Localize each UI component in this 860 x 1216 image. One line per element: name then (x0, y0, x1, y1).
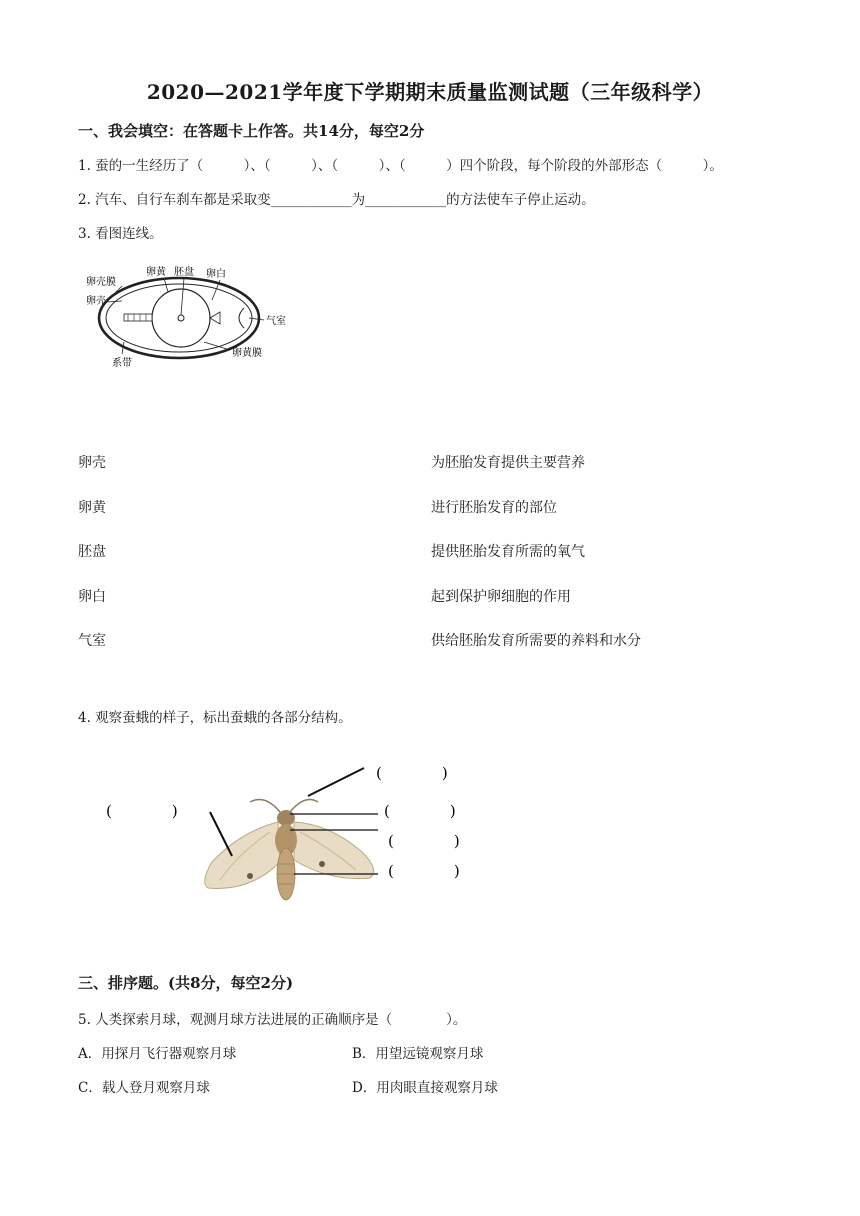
moth-leader-line (308, 768, 364, 796)
question-2: 2. 汽车、自行车刹车都是采取变____________为____________的方法使车子停止运动。 (78, 192, 595, 208)
egg-label-shell-membrane: 卵壳膜 (86, 277, 116, 288)
moth-blank: ( ) (106, 802, 178, 820)
egg-label-yolk-membrane: 卵黄膜 (232, 348, 262, 359)
moth-blank: ( ) (388, 832, 460, 850)
section-1-heading: 一、我会填空：在答题卡上作答。共14分，每空2分 (78, 122, 425, 140)
question-4: 4. 观察蚕蛾的样子，标出蚕蛾的各部分结构。 (78, 710, 352, 726)
match-right-item: 进行胚胎发育的部位 (431, 500, 557, 516)
moth-blank: ( ) (376, 764, 448, 782)
match-right-item: 供给胚胎发育所需要的养料和水分 (431, 633, 641, 649)
moth-left-wing (205, 822, 280, 888)
egg-diagram (84, 258, 314, 374)
egg-label-chalaza: 系带 (112, 358, 132, 369)
egg-label-air-cell: 气室 (266, 316, 286, 327)
option-a: A．用探月飞行器观察月球 (78, 1046, 237, 1062)
moth-head (277, 810, 295, 826)
egg-blastodisc-dot (178, 315, 184, 321)
section-3-heading: 三、排序题。(共8分，每空2分) (78, 974, 294, 992)
match-left-item: 胚盘 (78, 544, 106, 560)
question-1: 1. 蚕的一生经历了（ ）、（ ）、（ ）、（ ）四个阶段，每个阶段的外部形态（ ）。 (78, 158, 723, 174)
match-left-item: 卵黄 (78, 500, 106, 516)
match-left-item: 气室 (78, 633, 106, 649)
option-c: C．载人登月观察月球 (78, 1080, 210, 1096)
match-right-item: 提供胚胎发育所需的氧气 (431, 544, 585, 560)
option-b: B．用望远镜观察月球 (352, 1046, 484, 1062)
egg-label-shell: 卵壳 (86, 296, 106, 307)
egg-label-yolk: 卵黄 (146, 267, 166, 278)
moth-blank: ( ) (388, 862, 460, 880)
moth-blank: ( ) (384, 802, 456, 820)
match-left-item: 卵壳 (78, 455, 106, 471)
moth-diagram (100, 752, 520, 912)
egg-label-blastodisc: 胚盘 (174, 267, 194, 278)
question-3: 3. 看图连线。 (78, 226, 163, 242)
match-right-item: 为胚胎发育提供主要营养 (431, 455, 585, 471)
moth-leader-line (210, 812, 232, 856)
option-d: D．用肉眼直接观察月球 (352, 1080, 498, 1096)
match-left-item: 卵白 (78, 589, 106, 605)
egg-label-albumen: 卵白 (206, 269, 226, 280)
match-right-item: 起到保护卵细胞的作用 (431, 589, 571, 605)
page-title: 2020—2021学年度下学期期末质量监测试题（三年级科学） (146, 80, 714, 104)
question-5: 5. 人类探索月球，观测月球方法进展的正确顺序是（ ）。 (78, 1012, 467, 1028)
